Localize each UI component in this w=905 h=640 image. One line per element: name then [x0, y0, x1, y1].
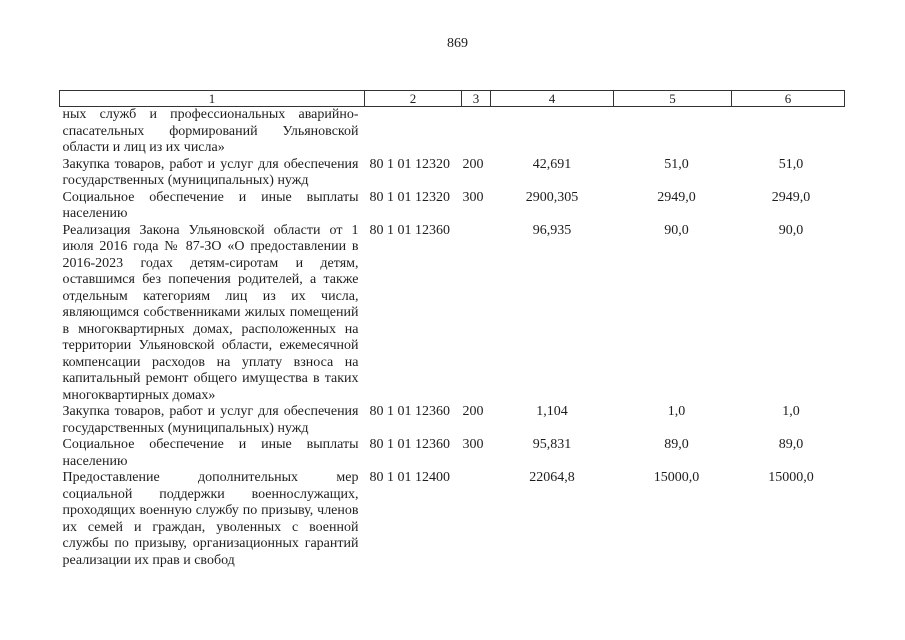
row-value-col4: 1,104: [536, 404, 568, 419]
row-name: Социальное обеспечение и иные выплаты населению: [62, 437, 359, 469]
row-value-col6: 1,0: [782, 404, 800, 419]
row-code: 80 1 01 12320: [369, 189, 450, 205]
row-expense-type: [462, 223, 491, 405]
row-value-col5: 89,0: [664, 437, 689, 452]
row-name: Предоставление дополнительных мер социальной поддержки военнослужащих, проходящих военную службу по призыву, членов их семей и граждан, уволенных с военной службы по призыву, организационных гарантий реализации их прав и свобод: [62, 470, 359, 568]
column-header: 3: [462, 91, 491, 107]
row-name: Закупка товаров, работ и услуг для обеспечения государственных (муниципальных) нужд: [62, 156, 359, 188]
row-value-col4: [491, 107, 614, 157]
table-header-row: [60, 91, 845, 107]
row-value-col5: 90,0: [664, 222, 689, 238]
row-name: Социальное обеспечение и иные выплаты населению: [62, 189, 359, 221]
row-value-col4: 96,935: [532, 222, 572, 238]
column-header: 5: [614, 91, 732, 107]
row-code: 80 1 01 12360: [369, 222, 450, 238]
row-code: 80 1 01 12360: [369, 404, 450, 419]
table-row: [60, 223, 845, 405]
column-header: 1: [60, 91, 365, 107]
row-value-col4: 95,831: [532, 437, 572, 452]
row-value-col5: 15000,0: [653, 470, 700, 485]
row-value-col6: [732, 107, 845, 157]
row-expense-type: 300: [462, 189, 484, 205]
row-value-col6: 2949,0: [771, 189, 811, 205]
column-header: 6: [732, 91, 845, 107]
page-number: 869: [447, 36, 468, 51]
table-row: [60, 437, 845, 470]
row-value-col4: 42,691: [532, 156, 572, 172]
row-expense-type: 300: [462, 437, 484, 452]
row-value-col6: 15000,0: [768, 470, 814, 485]
column-header: 2: [365, 91, 462, 107]
row-expense-type: [462, 107, 491, 157]
row-expense-type: 200: [462, 156, 484, 172]
row-code: 80 1 01 12320: [369, 156, 450, 172]
table-row: [60, 157, 845, 190]
row-name: Закупка товаров, работ и услуг для обеспечения государственных (муниципальных) нужд: [62, 404, 359, 436]
row-value-col5: [614, 107, 732, 157]
row-value-col5: 1,0: [667, 404, 686, 419]
row-value-col6: 89,0: [778, 437, 804, 452]
budget-table: [59, 90, 845, 569]
row-value-col6: 90,0: [778, 222, 804, 238]
row-value-col4: 22064,8: [529, 470, 575, 485]
row-code: 80 1 01 12360: [369, 437, 450, 452]
table-row: [60, 404, 845, 437]
row-code: 80 1 01 12400: [369, 470, 450, 485]
row-expense-type: [462, 470, 491, 569]
row-expense-type: 200: [462, 404, 484, 419]
table-row: [60, 470, 845, 569]
row-name: ных служб и профессиональных аварийно-спасательных формирований Ульяновской области и лиц из их числа»: [62, 107, 359, 155]
row-name: Реализация Закона Ульяновской области от 1 июля 2016 года № 87-ЗО «О предоставлении в 2016-2023 годах детям-сиротам и детям, оставшимся без попечения родителей, а также отдельным категориям лиц из их числа, являющимся собственниками жилых помещений в многоквартирных домах, расположенных на территории Ульяновской области, ежемесячной компенсации расходов на уплату взноса на капитальный ремонт общего имущества в таких многоквартирных домах»: [62, 222, 359, 403]
row-code: [365, 107, 462, 157]
row-value-col5: 2949,0: [657, 189, 696, 205]
column-header: 4: [491, 91, 614, 107]
row-value-col4: 2900,305: [525, 189, 579, 205]
table-row: [60, 190, 845, 223]
row-value-col5: 51,0: [664, 156, 689, 172]
table-row: [60, 107, 845, 157]
row-value-col6: 51,0: [778, 156, 804, 172]
